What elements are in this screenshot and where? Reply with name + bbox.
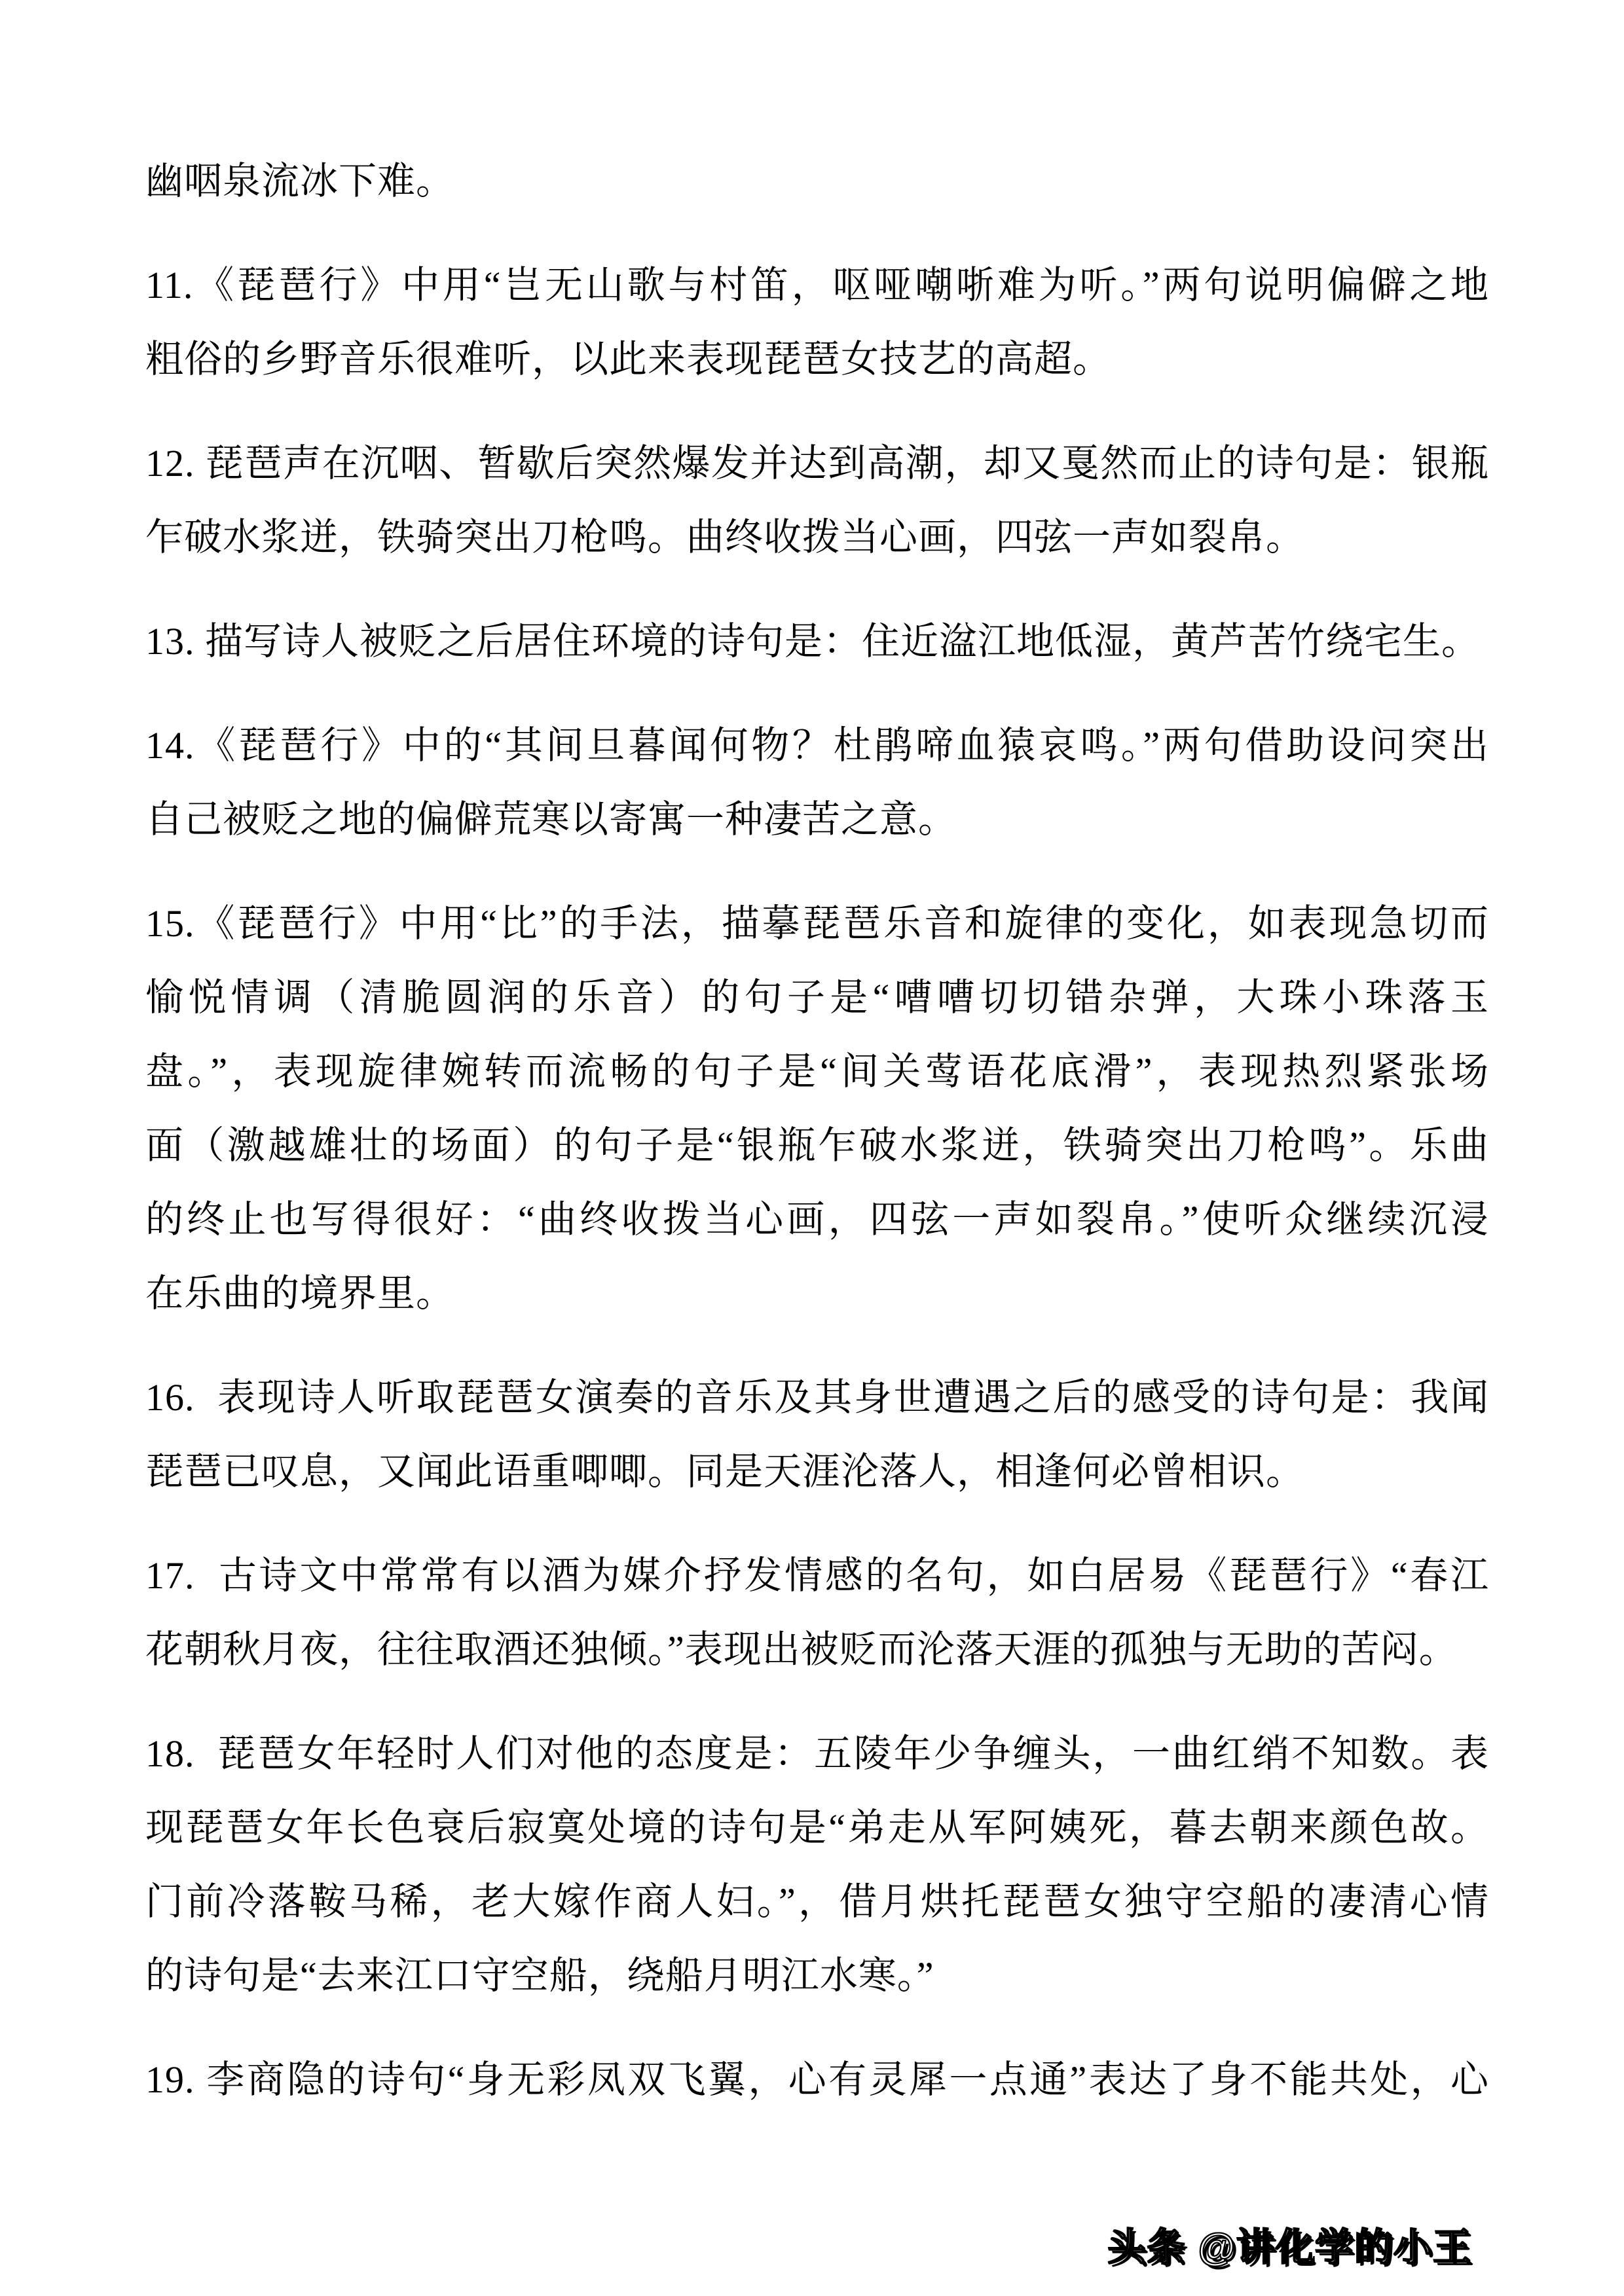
text-line: 14.《琵琶行》中的“其间旦暮闻何物？杜鹃啼血猿哀鸣。”两句借助设问突出 (145, 724, 1489, 767)
paragraph-item-19 (145, 2043, 1489, 2117)
text-line: 19. 李商隐的诗句“身无彩凤双飞翼，心有灵犀一点通”表达了身不能共处，心 (145, 2058, 1489, 2101)
text-line: 的诗句是“去来江口守空船，绕船月明江水寒。” (145, 1954, 934, 1997)
text-line: 13. 描写诗人被贬之后居住环境的诗句是：住近湓江地低湿，黄芦苦竹绕宅生。 (145, 620, 1481, 663)
paragraph-item-17 (145, 1539, 1489, 1686)
text-line: 门前冷落鞍马稀，老大嫁作商人妇。”，借月烘托琵琶女独守空船的凄清心情 (145, 1880, 1489, 1923)
text-line: 愉悦情调（清脆圆润的乐音）的句子是“嘈嘈切切错杂弹，大珠小珠落玉 (145, 976, 1489, 1019)
text-line: 17. 古诗文中常常有以酒为媒介抒发情感的名句，如白居易《琵琶行》“春江 (145, 1554, 1489, 1597)
text-line: 粗俗的乡野音乐很难听，以此来表现琵琶女技艺的高超。 (145, 338, 1112, 380)
paragraph-item-11 (145, 248, 1489, 396)
text-line: 花朝秋月夜，往往取酒还独倾。”表现出被贬而沦落天涯的孤独与无助的苦闷。 (145, 1628, 1458, 1671)
paragraph-item-14 (145, 708, 1489, 856)
paragraph-item-16 (145, 1360, 1489, 1508)
text-line: 16. 表现诗人听取琵琶女演奏的音乐及其身世遭遇之后的感受的诗句是：我闻 (145, 1376, 1489, 1419)
text-line: 的终止也写得很好：“曲终收拨当心画，四弦一声如裂帛。”使听众继续沉浸 (145, 1198, 1489, 1241)
paragraph-item-13 (145, 604, 1489, 678)
paragraph-item-12 (145, 426, 1489, 574)
paragraph-continuation (145, 144, 1489, 218)
text-line: 12. 琵琶声在沉咽、暂歇后突然爆发并达到高潮，却又戛然而止的诗句是：银瓶 (145, 442, 1489, 484)
toutiao-watermark: 头条 @讲化学的小王 (1107, 2226, 1472, 2269)
text-line: 现琵琶女年长色衰后寂寞处境的诗句是“弟走从军阿姨死，暮去朝来颜色故。 (145, 1806, 1489, 1849)
paragraph-item-15 (145, 886, 1489, 1330)
text-line: 盘。”，表现旋律婉转而流畅的句子是“间关莺语花底滑”，表现热烈紧张场 (145, 1050, 1489, 1093)
text-line: 18. 琵琶女年轻时人们对他的态度是：五陵年少争缠头，一曲红绡不知数。表 (145, 1732, 1489, 1775)
text-line: 11.《琵琶行》中用“岂无山歌与村笛，呕哑嘲哳难为听。”两句说明偏僻之地 (145, 264, 1489, 306)
document-content (145, 144, 1489, 2147)
text-line: 乍破水浆迸，铁骑突出刀枪鸣。曲终收拨当心画，四弦一声如裂帛。 (145, 516, 1305, 558)
text-line: 面（激越雄壮的场面）的句子是“银瓶乍破水浆迸，铁骑突出刀枪鸣”。乐曲 (145, 1124, 1489, 1167)
text-line: 15.《琵琶行》中用“比”的手法，描摹琵琶乐音和旋律的变化，如表现急切而 (145, 902, 1489, 945)
text-line: 自己被贬之地的偏僻荒寒以寄寓一种凄苦之意。 (145, 798, 957, 841)
text-line: 幽咽泉流冰下难。 (145, 160, 455, 202)
paragraph-item-18 (145, 1717, 1489, 2013)
text-line: 琵琶已叹息，又闻此语重唧唧。同是天涯沦落人，相逢何必曾相识。 (145, 1450, 1305, 1493)
text-line: 在乐曲的境界里。 (145, 1272, 455, 1315)
